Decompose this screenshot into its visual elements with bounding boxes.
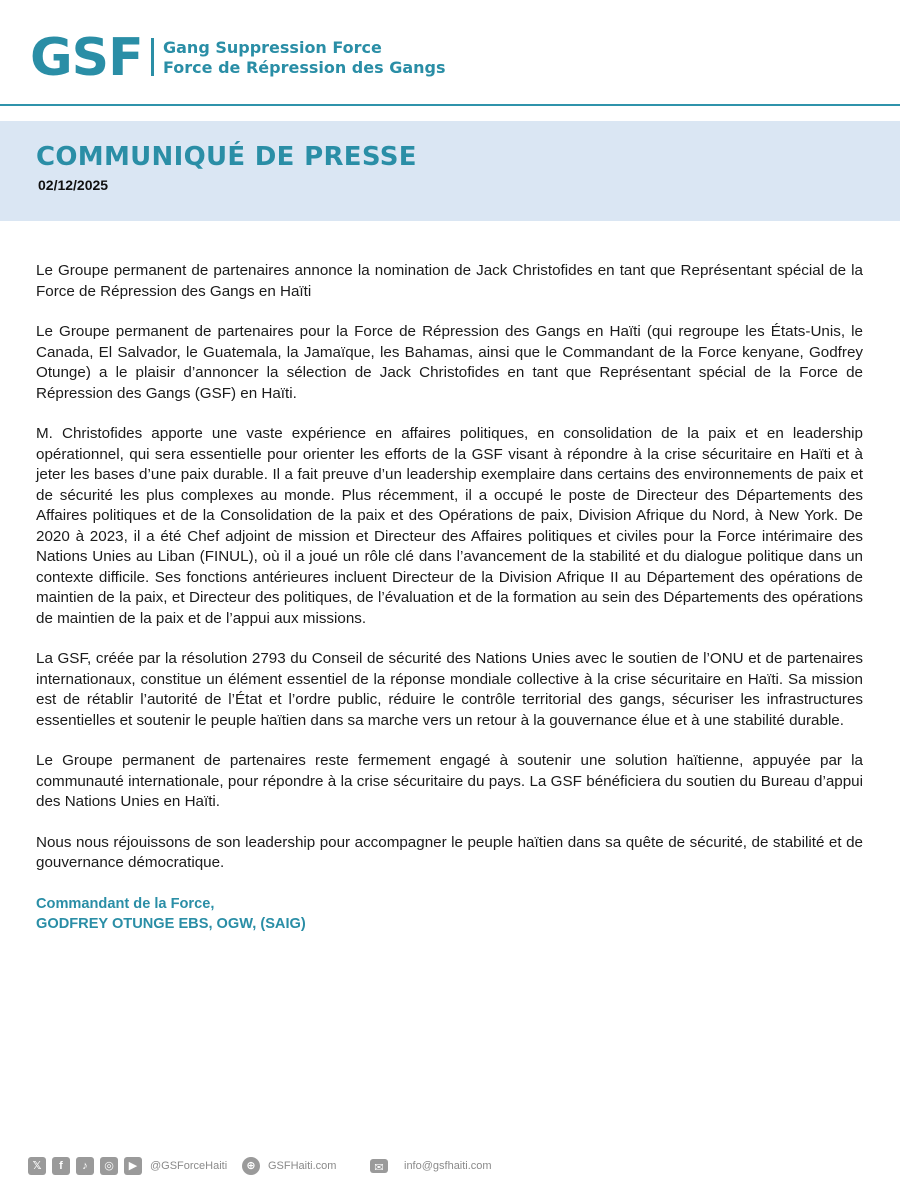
document-date: 02/12/2025 [38,177,109,193]
gsf-logo: GSF [30,28,143,88]
title-banner [0,121,900,221]
paragraph-biography: M. Christofides apporte une vaste expérience en affaires politiques, en consolidation de la paix et en leadership opérationnel, qui sera essentielle pour orienter les efforts de la GSF visant à répondre à la crise sécuritaire en Haïti et à jeter les bases d’une paix durable. Il a fait preuve d’un leadership exemplaire dans certains des environnements de paix et de sécurité les plus complexes au monde. Plus récemment, il a occupé le poste de Directeur des Départements des Affaires politiques et de la Consolidation de la paix et des Opérations de paix, Division Afrique du Nord, à New York. De 2020 à 2023, il a été Chef adjoint de mission et Directeur des Affaires politiques et civiles pour la Force intérimaire des Nations Unies au Liban (FINUL), où il a joué un rôle clé dans l’avancement de la stabilité et du dialogue politique dans un contexte difficile. Ses fonctions antérieures incluent Directeur de la Division Afrique II au Département des opérations de maintien de la paix, et Directeur des politiques, de l’évaluation et de la formation au sein des Départements des opérations de maintien de la paix et de l’appui aux missions. [36,425,863,627]
paragraph-headline: Le Groupe permanent de partenaires annonce la nomination de Jack Christofides en tant que Représentant spécial de la Force de Répression des Gangs en Haïti [36,262,863,300]
instagram-icon[interactable]: ◎ [100,1157,118,1175]
signature-title: Commandant de la Force, [36,895,215,912]
email-link[interactable]: info@gsfhaiti.com [404,1160,492,1172]
paragraph-commitment: Le Groupe permanent de partenaires reste fermement engagé à soutenir une solution haïtienne, appuyée par la communauté internationale, pour répondre à la crise sécuritaire du pays. La GSF bénéficiera du soutien du Bureau d’appui des Nations Unies en Haïti. [36,752,863,810]
footer [28,1155,888,1179]
youtube-icon[interactable]: ▶ [124,1157,142,1175]
org-name-french: Force de Répression des Gangs [163,58,446,77]
logo-divider [151,38,154,76]
globe-icon: ⊕ [242,1157,260,1175]
facebook-icon[interactable]: f [52,1157,70,1175]
press-release-body [36,261,863,935]
signature-block [36,894,863,935]
x-icon[interactable]: 𝕏 [28,1157,46,1175]
paragraph-closing: Nous nous réjouissons de son leadership pour accompagner le peuple haïtien dans sa quête de sécurité, de stabilité et de gouvernance démocratique. [36,833,863,871]
mail-icon: ✉ [370,1159,388,1173]
paragraph-mission: La GSF, créée par la résolution 2793 du Conseil de sécurité des Nations Unies avec le soutien de l’ONU et de partenaires internationaux, constitue un élément essentiel de la réponse mondiale collective à la crise sécuritaire en Haïti. Sa mission est de rétablir l’autorité de l’État et l’ordre public, réduire le contrôle territorial des gangs, sécuriser les infrastructures essentielles et soutenir le peuple haïtien dans sa marche vers un retour à la gouvernance élue et à une stabilité durable. [36,650,863,729]
website-link[interactable]: GSFHaiti.com [268,1160,337,1172]
signature-name: GODFREY OTUNGE EBS, OGW, (SAIG) [36,916,306,932]
paragraph-announcement: Le Groupe permanent de partenaires pour la Force de Répression des Gangs en Haïti (qui regroupe les États-Unis, le Canada, El Salvador, le Guatemala, la Jamaïque, les Bahamas, ainsi que le Commandant de la Force kenyane, Godfrey Otunge) a le plaisir d’annoncer la sélection de Jack Christofides en tant que Représentant spécial de la Force de Répression des Gangs (GSF) en Haïti. [36,323,863,402]
tiktok-icon[interactable]: ♪ [76,1157,94,1175]
org-name-english: Gang Suppression Force [163,38,382,57]
social-handle[interactable]: @GSForceHaiti [150,1160,228,1172]
document-title: COMMUNIQUÉ DE PRESSE [36,142,417,172]
letterhead [0,0,900,106]
header-divider [0,104,900,106]
